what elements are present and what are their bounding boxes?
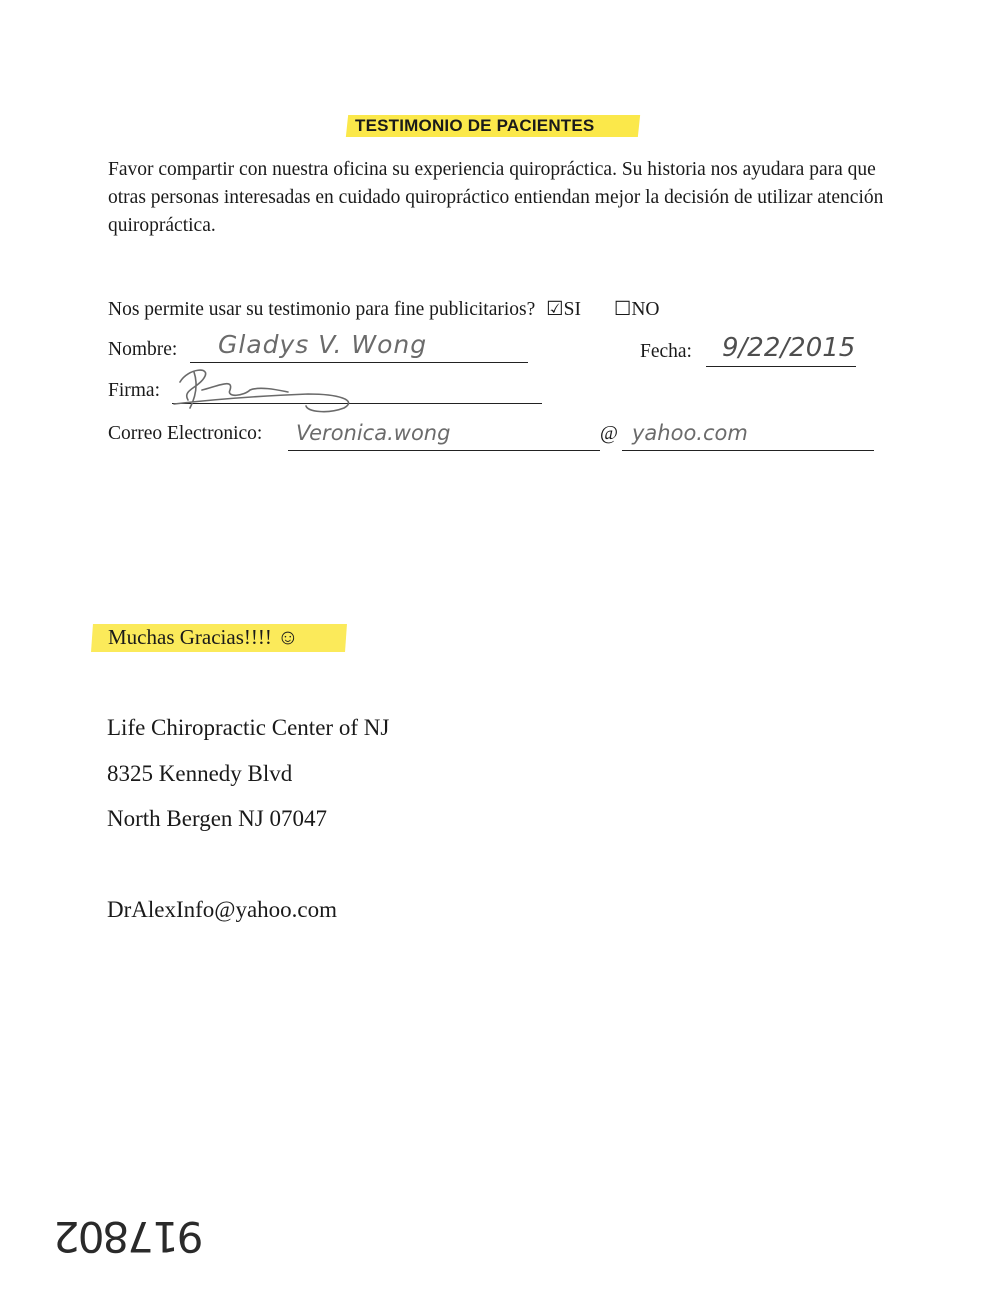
clinic-city: North Bergen NJ 07047 <box>107 806 327 831</box>
email-at-sign: @ <box>600 423 618 444</box>
name-handwritten[interactable]: Gladys V. Wong <box>218 330 428 359</box>
no-checkbox[interactable]: ☐ <box>613 299 632 320</box>
yes-label: SI <box>563 299 581 320</box>
consent-question: Nos permite usar su testimonio para fine publicitarios? <box>108 299 536 320</box>
intro-paragraph: Favor compartir con nuestra oficina su experiencia quiropráctica. Su historia nos ayudara para que otras personas interesadas en cuidado quiropráctico entiendan mejor la decisión de utilizar atención quiropráctica. <box>108 159 884 236</box>
yes-checkbox-checked[interactable]: ☑ <box>546 299 564 320</box>
name-label: Nombre: <box>108 339 178 360</box>
email-label: Correo Electronico: <box>108 423 263 444</box>
signature-label: Firma: <box>108 380 160 401</box>
consent-question-row <box>108 297 660 321</box>
clinic-street: 8325 Kennedy Blvd <box>107 761 293 786</box>
no-label: NO <box>631 299 660 320</box>
handwritten-stamp: 917802 <box>55 1212 204 1261</box>
email-user-handwritten[interactable]: Veronica.wong <box>296 421 451 445</box>
date-handwritten[interactable]: 9/22/2015 <box>722 333 856 363</box>
clinic-name: Life Chiropractic Center of NJ <box>107 715 390 740</box>
email-domain-handwritten[interactable]: yahoo.com <box>632 421 748 445</box>
thanks-note <box>92 622 346 654</box>
contact-email[interactable]: DrAlexInfo@yahoo.com <box>107 897 338 922</box>
date-label: Fecha: <box>640 341 692 362</box>
signature-scribble[interactable] <box>168 360 368 416</box>
thanks-text: Muchas Gracias!!!! ☺ <box>108 625 299 649</box>
page-title <box>347 113 639 139</box>
title-text: TESTIMONIO DE PACIENTES <box>355 116 595 135</box>
